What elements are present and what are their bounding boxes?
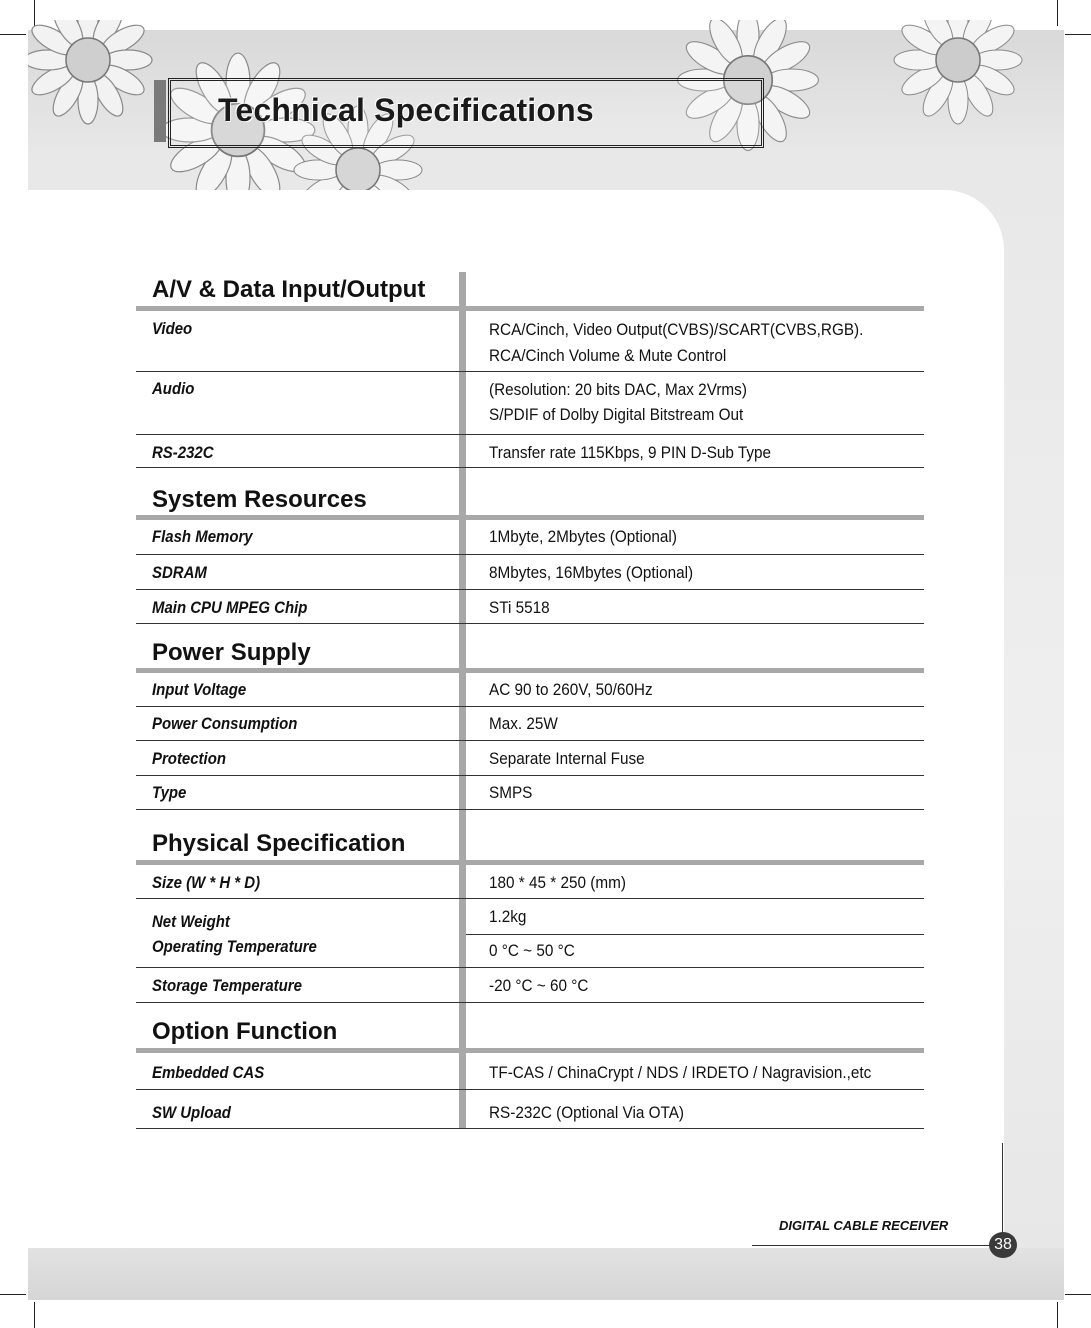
footer-product-name: DIGITAL CABLE RECEIVER (779, 1218, 949, 1233)
crop-mark (34, 1302, 35, 1328)
row-divider (136, 1128, 924, 1129)
spec-value: SMPS (489, 783, 533, 802)
row-divider (136, 371, 924, 372)
page-title: Technical Specifications (218, 92, 594, 128)
spec-label: Power Consumption (152, 714, 298, 733)
crop-mark (0, 1294, 26, 1295)
crop-mark (1065, 1294, 1091, 1295)
crop-mark (1057, 1302, 1058, 1328)
spec-value: RS-232C (Optional Via OTA) (489, 1103, 685, 1122)
spec-value: Transfer rate 115Kbps, 9 PIN D-Sub Type (489, 443, 772, 462)
spec-label: Storage Temperature (152, 976, 302, 995)
row-divider (136, 623, 924, 624)
footer-divider (1002, 1143, 1003, 1239)
section-title: Physical Specification (152, 830, 406, 857)
spec-value: 180 * 45 * 250 (mm) (489, 873, 626, 892)
crop-mark (1065, 34, 1091, 35)
spec-value: AC 90 to 260V, 50/60Hz (489, 680, 653, 699)
spec-label: Protection (152, 749, 226, 768)
section-bar (136, 668, 924, 673)
crop-mark (0, 34, 26, 35)
page-number: 38 (989, 1232, 1017, 1258)
spec-label: RS-232C (152, 443, 214, 462)
spec-label: SDRAM (152, 563, 207, 582)
spec-value: 1Mbyte, 2Mbytes (Optional) (489, 527, 677, 546)
row-divider (136, 554, 924, 555)
spec-label: Main CPU MPEG Chip (152, 598, 308, 617)
spec-label: Size (W * H * D) (152, 873, 261, 892)
row-divider (136, 1002, 924, 1003)
spec-label: Input Voltage (152, 680, 247, 699)
spec-value: 0 °C ~ 50 °C (489, 941, 575, 960)
spec-label: Type (152, 783, 187, 802)
spec-value: 1.2kg (489, 907, 527, 926)
footer-underline (752, 1245, 990, 1246)
spec-label: Audio (152, 379, 195, 398)
spec-value: TF-CAS / ChinaCrypt / NDS / IRDETO / Nagravision.,etc (489, 1063, 872, 1082)
section-bar (136, 515, 924, 520)
spec-value: 8Mbytes, 16Mbytes (Optional) (489, 563, 694, 582)
spec-value: Separate Internal Fuse (489, 749, 645, 768)
row-divider (136, 775, 924, 776)
spec-label: Flash Memory (152, 527, 253, 546)
spec-value: STi 5518 (489, 598, 550, 617)
row-divider (136, 467, 924, 468)
spec-label: Net Weight (152, 912, 230, 931)
row-divider (136, 898, 924, 899)
section-title: System Resources (152, 486, 367, 513)
row-divider (136, 740, 924, 741)
row-divider (466, 934, 924, 935)
title-tab-accent (154, 80, 166, 142)
section-title: Option Function (152, 1018, 338, 1045)
spec-value: (Resolution: 20 bits DAC, Max 2Vrms) (489, 380, 747, 399)
spec-label: SW Upload (152, 1103, 231, 1122)
row-divider (136, 589, 924, 590)
column-divider (459, 272, 466, 1129)
row-divider (136, 706, 924, 707)
spec-value: Max. 25W (489, 714, 558, 733)
row-divider (136, 434, 924, 435)
section-title: Power Supply (152, 639, 311, 666)
spec-label: Video (152, 319, 193, 338)
spec-value: RCA/Cinch, Video Output(CVBS)/SCART(CVBS,RGB). (489, 320, 864, 339)
spec-label: Embedded CAS (152, 1063, 265, 1082)
page-bottom-strip (28, 1248, 1064, 1300)
section-bar (136, 860, 924, 865)
row-divider (136, 809, 924, 810)
row-divider (136, 1089, 924, 1090)
spec-label: Operating Temperature (152, 937, 317, 956)
spec-value: S/PDIF of Dolby Digital Bitstream Out (489, 405, 744, 424)
section-title: A/V & Data Input/Output (152, 276, 426, 303)
section-bar (136, 1048, 924, 1053)
section-bar (136, 306, 924, 311)
row-divider (136, 967, 924, 968)
spec-value: -20 °C ~ 60 °C (489, 976, 589, 995)
spec-value: RCA/Cinch Volume & Mute Control (489, 346, 727, 365)
